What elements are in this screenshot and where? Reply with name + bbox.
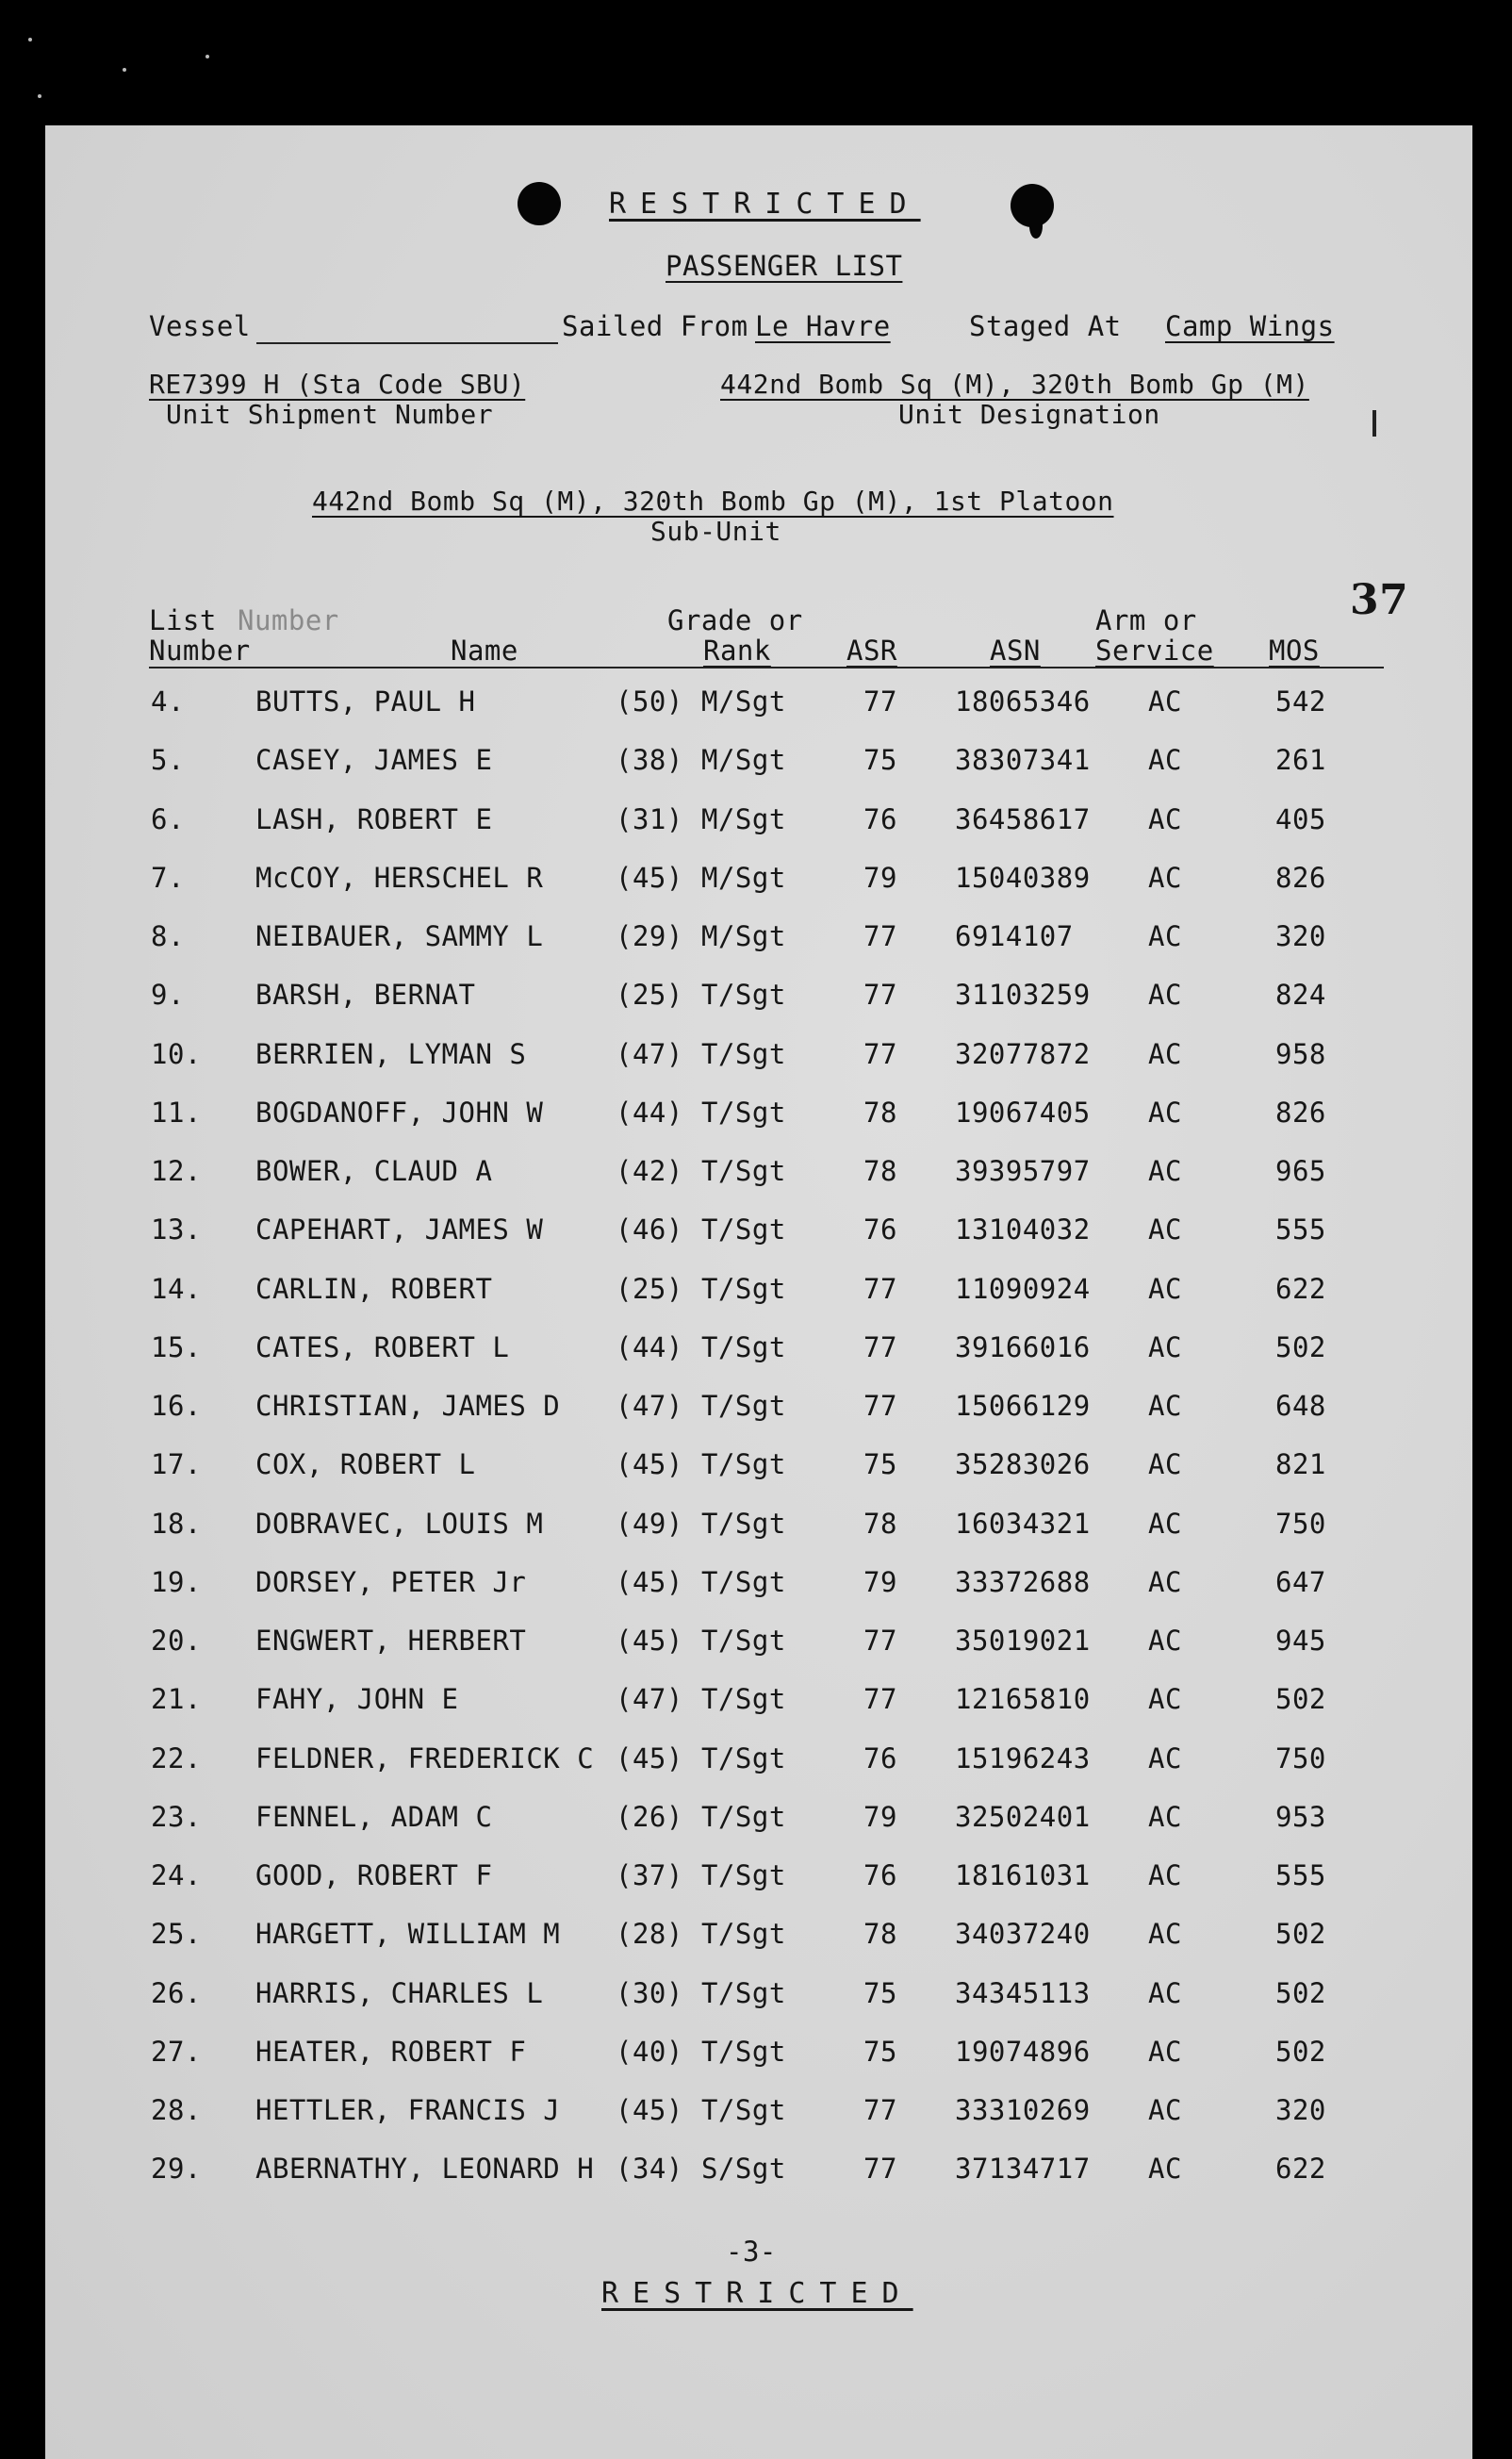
- table-row: [45, 685, 1472, 723]
- passenger-name: DORSEY, PETER Jr: [255, 1565, 527, 1598]
- age: (44): [616, 1330, 683, 1363]
- unit-designation-label: Unit Designation: [898, 399, 1160, 430]
- asr: 75: [863, 2035, 897, 2068]
- passenger-name: CATES, ROBERT L: [255, 1330, 510, 1363]
- document-title: PASSENGER LIST: [666, 250, 903, 282]
- arm-service: AC: [1148, 685, 1182, 718]
- vessel-label: Vessel: [149, 310, 251, 342]
- sub-unit-label: Sub-Unit: [650, 516, 781, 547]
- mos: 622: [1275, 2153, 1326, 2186]
- grade: M/Sgt: [701, 802, 786, 835]
- asr: 79: [863, 1800, 897, 1833]
- asn: 37134717: [955, 2153, 1091, 2186]
- mos: 622: [1275, 1272, 1326, 1305]
- passenger-name: BUTTS, PAUL H: [255, 685, 476, 718]
- col-header-list-number-faint: Number: [238, 604, 339, 636]
- table-row: [45, 1390, 1472, 1428]
- asr: 76: [863, 802, 897, 835]
- list-number: 26.: [151, 1976, 202, 2009]
- asn: 12165810: [955, 1683, 1091, 1716]
- arm-service: AC: [1148, 861, 1182, 894]
- age: (50): [616, 685, 683, 718]
- staged-at-label: Staged At: [969, 310, 1122, 342]
- arm-service: AC: [1148, 744, 1182, 777]
- arm-service: AC: [1148, 1330, 1182, 1363]
- grade: T/Sgt: [701, 2035, 786, 2068]
- passenger-name: BOGDANOFF, JOHN W: [255, 1096, 544, 1129]
- table-row: [45, 2094, 1472, 2132]
- asr: 75: [863, 1976, 897, 2009]
- asr: 79: [863, 861, 897, 894]
- mos: 320: [1275, 2094, 1326, 2126]
- age: (46): [616, 1213, 683, 1246]
- grade: T/Sgt: [701, 1213, 786, 1246]
- age: (38): [616, 744, 683, 777]
- col-header-grade: Grade or: [667, 604, 803, 636]
- table-row: [45, 920, 1472, 958]
- age: (45): [616, 1565, 683, 1598]
- asr: 77: [863, 2094, 897, 2126]
- asr: 77: [863, 920, 897, 952]
- age: (25): [616, 979, 683, 1012]
- age: (47): [616, 1037, 683, 1070]
- table-row: [45, 1331, 1472, 1369]
- mos: 405: [1275, 802, 1326, 835]
- passenger-name: HEATER, ROBERT F: [255, 2035, 527, 2068]
- mos: 750: [1275, 1741, 1326, 1774]
- asr: 77: [863, 1330, 897, 1363]
- grade: T/Sgt: [701, 1390, 786, 1422]
- arm-service: AC: [1148, 1741, 1182, 1774]
- asn: 15196243: [955, 1741, 1091, 1774]
- table-row: [45, 1273, 1472, 1311]
- asn: 32502401: [955, 1800, 1091, 1833]
- grade: T/Sgt: [701, 1448, 786, 1481]
- mos: 945: [1275, 1625, 1326, 1657]
- col-header-name: Name: [451, 635, 518, 667]
- passenger-name: McCOY, HERSCHEL R: [255, 861, 544, 894]
- table-row: [45, 744, 1472, 782]
- grade: T/Sgt: [701, 1741, 786, 1774]
- asr: 75: [863, 744, 897, 777]
- col-header-list: List: [149, 604, 217, 636]
- grade: T/Sgt: [701, 1507, 786, 1540]
- passenger-name: CARLIN, ROBERT: [255, 1272, 493, 1305]
- grade: T/Sgt: [701, 1625, 786, 1657]
- restricted-stamp-bottom: RESTRICTED: [601, 2277, 913, 2310]
- asn: 34345113: [955, 1976, 1091, 2009]
- table-row: [45, 1801, 1472, 1839]
- scan-speck: [205, 55, 209, 58]
- arm-service: AC: [1148, 1448, 1182, 1481]
- list-number: 8.: [151, 920, 185, 952]
- asr: 78: [863, 1155, 897, 1187]
- arm-service: AC: [1148, 1037, 1182, 1070]
- mos: 502: [1275, 1918, 1326, 1951]
- arm-service: AC: [1148, 1390, 1182, 1422]
- table-row: [45, 1213, 1472, 1251]
- restricted-stamp-top: RESTRICTED: [609, 188, 921, 221]
- table-row: [45, 1038, 1472, 1076]
- grade: T/Sgt: [701, 1096, 786, 1129]
- list-number: 14.: [151, 1272, 202, 1305]
- mos: 502: [1275, 1683, 1326, 1716]
- age: (31): [616, 802, 683, 835]
- arm-service: AC: [1148, 1213, 1182, 1246]
- asn: 38307341: [955, 744, 1091, 777]
- age: (45): [616, 1448, 683, 1481]
- arm-service: AC: [1148, 1976, 1182, 2009]
- passenger-name: NEIBAUER, SAMMY L: [255, 920, 544, 952]
- passenger-name: DOBRAVEC, LOUIS M: [255, 1507, 544, 1540]
- age: (37): [616, 1859, 683, 1891]
- margin-mark: [1372, 410, 1376, 437]
- passenger-name: COX, ROBERT L: [255, 1448, 476, 1481]
- grade: T/Sgt: [701, 1800, 786, 1833]
- grade: M/Sgt: [701, 920, 786, 952]
- asr: 75: [863, 1448, 897, 1481]
- arm-service: AC: [1148, 1683, 1182, 1716]
- arm-service: AC: [1148, 1625, 1182, 1657]
- mos: 648: [1275, 1390, 1326, 1422]
- passenger-name: HARRIS, CHARLES L: [255, 1976, 544, 2009]
- passenger-name: FAHY, JOHN E: [255, 1683, 459, 1716]
- list-number: 12.: [151, 1155, 202, 1187]
- mos: 826: [1275, 1096, 1326, 1129]
- list-number: 24.: [151, 1859, 202, 1891]
- table-row: [45, 1508, 1472, 1545]
- arm-service: AC: [1148, 1800, 1182, 1833]
- passenger-name: HARGETT, WILLIAM M: [255, 1918, 561, 1951]
- mos: 502: [1275, 1976, 1326, 2009]
- scan-speck: [38, 94, 41, 98]
- passenger-name: FENNEL, ADAM C: [255, 1800, 493, 1833]
- table-row: [45, 2153, 1472, 2190]
- asr: 77: [863, 1272, 897, 1305]
- list-number: 16.: [151, 1390, 202, 1422]
- vessel-blank-line: [256, 342, 558, 344]
- list-number: 23.: [151, 1800, 202, 1833]
- arm-service: AC: [1148, 1565, 1182, 1598]
- list-number: 21.: [151, 1683, 202, 1716]
- mos: 502: [1275, 1330, 1326, 1363]
- passenger-name: CASEY, JAMES E: [255, 744, 493, 777]
- arm-service: AC: [1148, 2153, 1182, 2186]
- passenger-name: BARSH, BERNAT: [255, 979, 476, 1012]
- table-row: [45, 1155, 1472, 1193]
- asn: 13104032: [955, 1213, 1091, 1246]
- unit-shipment-number-label: Unit Shipment Number: [166, 399, 494, 430]
- age: (49): [616, 1507, 683, 1540]
- asn: 33310269: [955, 2094, 1091, 2126]
- asr: 77: [863, 1683, 897, 1716]
- passenger-name: HETTLER, FRANCIS J: [255, 2094, 561, 2126]
- age: (44): [616, 1096, 683, 1129]
- age: (47): [616, 1390, 683, 1422]
- mos: 965: [1275, 1155, 1326, 1187]
- grade: T/Sgt: [701, 1330, 786, 1363]
- grade: M/Sgt: [701, 861, 786, 894]
- col-header-asn: ASN: [990, 635, 1041, 667]
- asn: 39166016: [955, 1330, 1091, 1363]
- passenger-name: FELDNER, FREDERICK C: [255, 1741, 595, 1774]
- age: (30): [616, 1976, 683, 2009]
- arm-service: AC: [1148, 802, 1182, 835]
- table-row: [45, 1683, 1472, 1721]
- asn: 35019021: [955, 1625, 1091, 1657]
- list-number: 10.: [151, 1037, 202, 1070]
- col-header-arm: Arm or: [1095, 604, 1197, 636]
- table-row: [45, 803, 1472, 841]
- col-header-service: Service: [1095, 635, 1214, 667]
- scan-speck: [28, 38, 32, 41]
- list-number: 5.: [151, 744, 185, 777]
- mos: 958: [1275, 1037, 1326, 1070]
- asr: 77: [863, 2153, 897, 2186]
- asn: 19067405: [955, 1096, 1091, 1129]
- age: (42): [616, 1155, 683, 1187]
- passenger-name: ENGWERT, HERBERT: [255, 1625, 527, 1657]
- list-number: 7.: [151, 861, 185, 894]
- passenger-name: CAPEHART, JAMES W: [255, 1213, 544, 1246]
- asr: 76: [863, 1859, 897, 1891]
- header-underline: [149, 667, 1384, 668]
- asr: 77: [863, 1037, 897, 1070]
- asn: 16034321: [955, 1507, 1091, 1540]
- age: (45): [616, 861, 683, 894]
- asn: 39395797: [955, 1155, 1091, 1187]
- sub-unit: 442nd Bomb Sq (M), 320th Bomb Gp (M), 1st Platoon: [312, 486, 1114, 517]
- list-number: 27.: [151, 2035, 202, 2068]
- arm-service: AC: [1148, 1859, 1182, 1891]
- arm-service: AC: [1148, 2094, 1182, 2126]
- list-number: 25.: [151, 1918, 202, 1951]
- mos: 647: [1275, 1565, 1326, 1598]
- list-number: 28.: [151, 2094, 202, 2126]
- list-number: 18.: [151, 1507, 202, 1540]
- table-row: [45, 1742, 1472, 1780]
- arm-service: AC: [1148, 1918, 1182, 1951]
- col-header-asr: ASR: [846, 635, 897, 667]
- list-number: 29.: [151, 2153, 202, 2186]
- mos: 824: [1275, 979, 1326, 1012]
- grade: M/Sgt: [701, 744, 786, 777]
- grade: T/Sgt: [701, 1683, 786, 1716]
- age: (28): [616, 1918, 683, 1951]
- handwritten-page-mark: 37: [1350, 576, 1409, 624]
- grade: T/Sgt: [701, 1037, 786, 1070]
- passenger-name: GOOD, ROBERT F: [255, 1859, 493, 1891]
- asr: 78: [863, 1096, 897, 1129]
- age: (40): [616, 2035, 683, 2068]
- col-header-rank: Rank: [703, 635, 771, 667]
- mos: 261: [1275, 744, 1326, 777]
- grade: M/Sgt: [701, 685, 786, 718]
- asn: 11090924: [955, 1272, 1091, 1305]
- grade: T/Sgt: [701, 1918, 786, 1951]
- asn: 15040389: [955, 861, 1091, 894]
- page-number: -3-: [726, 2236, 777, 2268]
- list-number: 13.: [151, 1213, 202, 1246]
- list-number: 6.: [151, 802, 185, 835]
- grade: T/Sgt: [701, 1272, 786, 1305]
- asr: 78: [863, 1918, 897, 1951]
- table-row: [45, 979, 1472, 1016]
- list-number: 15.: [151, 1330, 202, 1363]
- asr: 78: [863, 1507, 897, 1540]
- mos: 555: [1275, 1859, 1326, 1891]
- asn: 18065346: [955, 685, 1091, 718]
- table-row: [45, 862, 1472, 899]
- arm-service: AC: [1148, 1507, 1182, 1540]
- asr: 77: [863, 1390, 897, 1422]
- list-number: 11.: [151, 1096, 202, 1129]
- table-row: [45, 1448, 1472, 1486]
- arm-service: AC: [1148, 2035, 1182, 2068]
- table-row: [45, 1918, 1472, 1956]
- scan-speck: [123, 68, 126, 72]
- grade: T/Sgt: [701, 1859, 786, 1891]
- list-number: 4.: [151, 685, 185, 718]
- mos: 320: [1275, 920, 1326, 952]
- table-row: [45, 1977, 1472, 2015]
- col-header-number: Number: [149, 635, 251, 667]
- age: (26): [616, 1800, 683, 1833]
- sailed-from-value: Le Havre: [755, 310, 891, 342]
- punch-hole-icon: [1011, 184, 1054, 227]
- asn: 15066129: [955, 1390, 1091, 1422]
- passenger-name: BOWER, CLAUD A: [255, 1155, 493, 1187]
- mos: 953: [1275, 1800, 1326, 1833]
- passenger-name: ABERNATHY, LEONARD H: [255, 2153, 595, 2186]
- age: (45): [616, 1625, 683, 1657]
- asn: 35283026: [955, 1448, 1091, 1481]
- asr: 77: [863, 1625, 897, 1657]
- age: (34): [616, 2153, 683, 2186]
- arm-service: AC: [1148, 1155, 1182, 1187]
- list-number: 19.: [151, 1565, 202, 1598]
- document-page: [45, 125, 1472, 2459]
- table-row: [45, 1097, 1472, 1134]
- table-row: [45, 1625, 1472, 1662]
- punch-hole-icon: [518, 182, 561, 225]
- sailed-from-label: Sailed From: [562, 310, 748, 342]
- list-number: 9.: [151, 979, 185, 1012]
- grade: T/Sgt: [701, 1976, 786, 2009]
- asr: 76: [863, 1213, 897, 1246]
- list-number: 17.: [151, 1448, 202, 1481]
- grade: T/Sgt: [701, 1565, 786, 1598]
- mos: 826: [1275, 861, 1326, 894]
- age: (45): [616, 1741, 683, 1774]
- asn: 18161031: [955, 1859, 1091, 1891]
- mos: 821: [1275, 1448, 1326, 1481]
- age: (29): [616, 920, 683, 952]
- mos: 750: [1275, 1507, 1326, 1540]
- mos: 555: [1275, 1213, 1326, 1246]
- table-row: [45, 1566, 1472, 1604]
- passenger-name: BERRIEN, LYMAN S: [255, 1037, 527, 1070]
- asn: 33372688: [955, 1565, 1091, 1598]
- arm-service: AC: [1148, 979, 1182, 1012]
- asn: 32077872: [955, 1037, 1091, 1070]
- grade: T/Sgt: [701, 979, 786, 1012]
- unit-designation: 442nd Bomb Sq (M), 320th Bomb Gp (M): [720, 369, 1309, 400]
- asn: 6914107: [955, 920, 1074, 952]
- age: (47): [616, 1683, 683, 1716]
- grade: T/Sgt: [701, 1155, 786, 1187]
- col-header-mos: MOS: [1269, 635, 1320, 667]
- asn: 19074896: [955, 2035, 1091, 2068]
- grade: T/Sgt: [701, 2094, 786, 2126]
- staged-at-value: Camp Wings: [1165, 310, 1335, 342]
- asn: 34037240: [955, 1918, 1091, 1951]
- passenger-name: LASH, ROBERT E: [255, 802, 493, 835]
- passenger-name: CHRISTIAN, JAMES D: [255, 1390, 561, 1422]
- list-number: 22.: [151, 1741, 202, 1774]
- unit-shipment-number: RE7399 H (Sta Code SBU): [149, 369, 526, 400]
- asn: 36458617: [955, 802, 1091, 835]
- age: (25): [616, 1272, 683, 1305]
- age: (45): [616, 2094, 683, 2126]
- asr: 77: [863, 979, 897, 1012]
- grade: S/Sgt: [701, 2153, 786, 2186]
- arm-service: AC: [1148, 1096, 1182, 1129]
- asr: 76: [863, 1741, 897, 1774]
- asr: 79: [863, 1565, 897, 1598]
- mos: 542: [1275, 685, 1326, 718]
- arm-service: AC: [1148, 920, 1182, 952]
- table-row: [45, 2036, 1472, 2073]
- asn: 31103259: [955, 979, 1091, 1012]
- asr: 77: [863, 685, 897, 718]
- arm-service: AC: [1148, 1272, 1182, 1305]
- table-row: [45, 1859, 1472, 1897]
- list-number: 20.: [151, 1625, 202, 1657]
- mos: 502: [1275, 2035, 1326, 2068]
